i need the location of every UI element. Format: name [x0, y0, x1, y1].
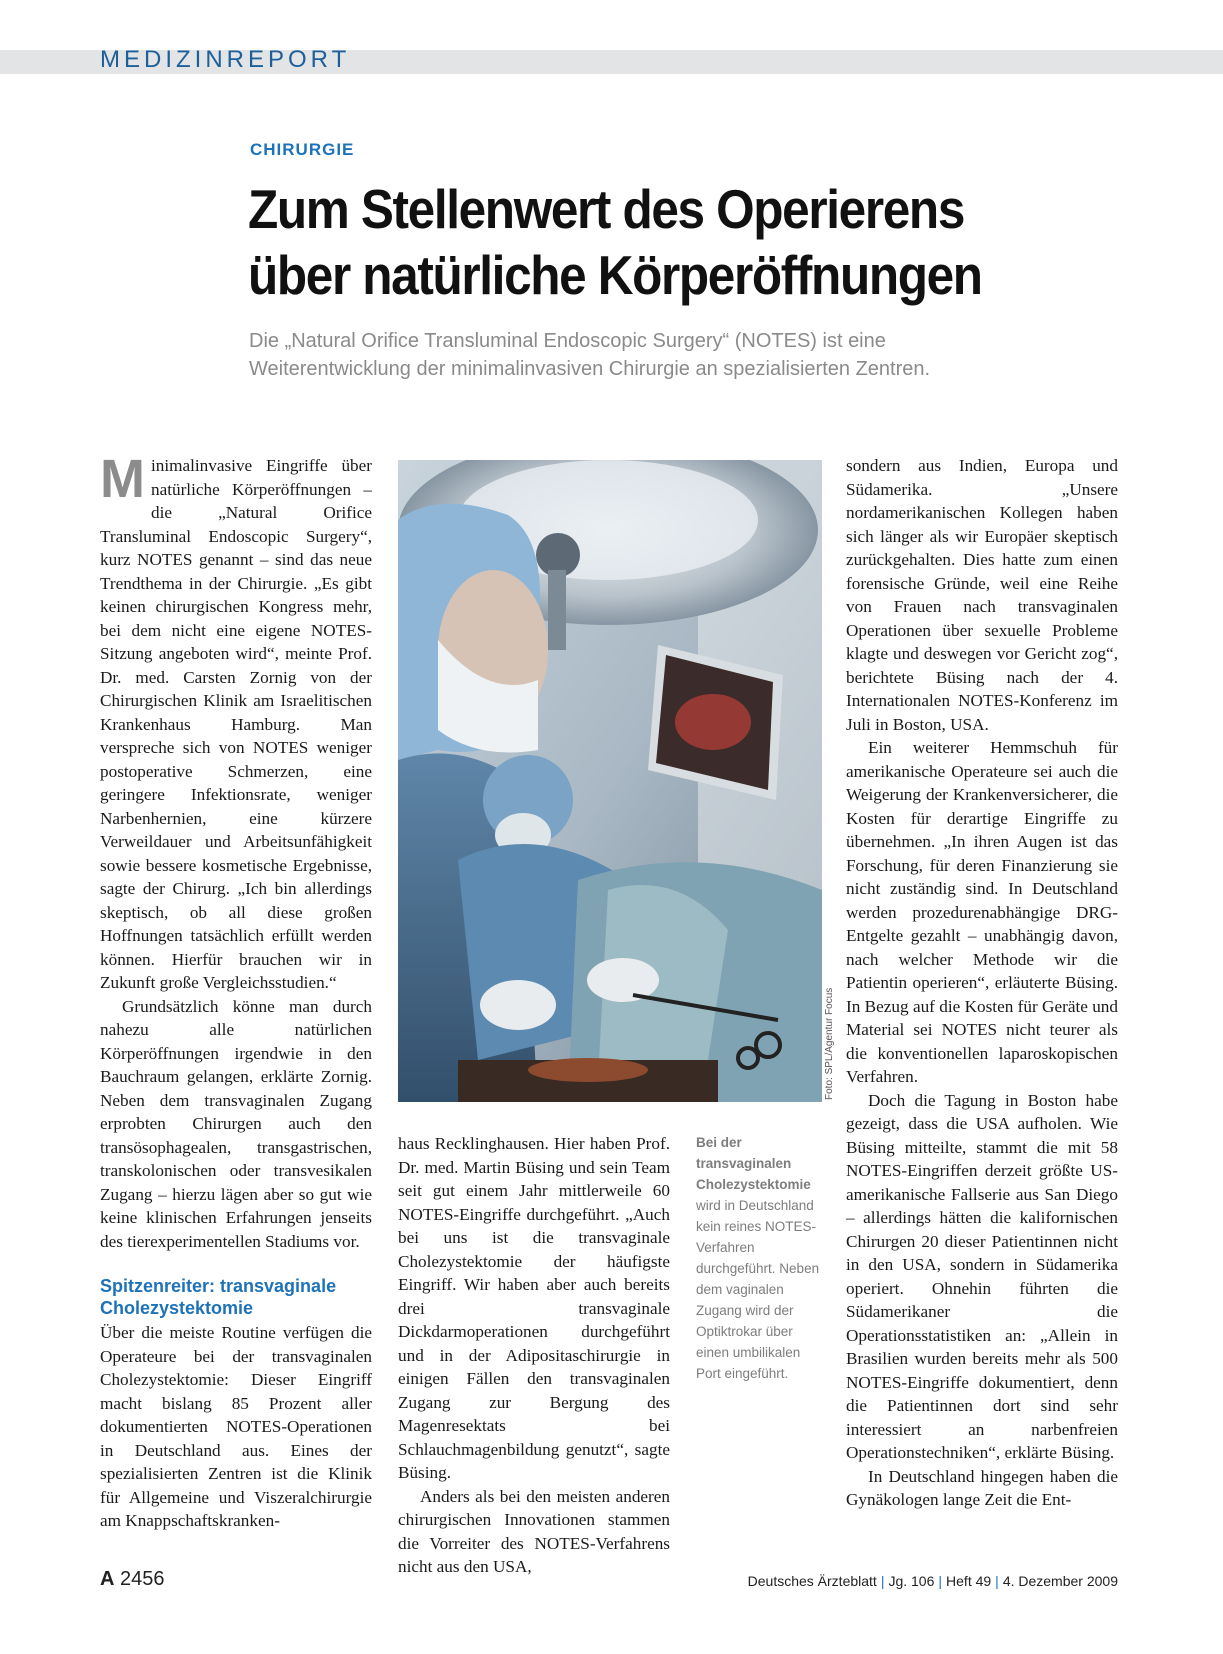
- photo-credit: Foto: SPL/Agentur Focus: [824, 987, 835, 1100]
- paragraph: In Deutschland hingegen haben die Gynäkologen lange Zeit die Ent-: [846, 1466, 1118, 1509]
- subheading-line-1: Spitzenreiter: transvaginale: [100, 1276, 337, 1296]
- separator: |: [880, 1573, 885, 1589]
- article-column-3: [846, 454, 1118, 1512]
- paragraph: sondern aus Indien, Europa und Südamerika. „Unsere nordamerikanischen Kollegen haben sich länger als wir Europäer skeptisch zurückgehalten. Dies hatte zum einen forensische Gründe, weil eine Reihe von Frauen nach transvaginalen Operationen über sexuelle Probleme klagte und deswegen vor Gericht zog“, berichtete Büsing nach der 4. Internationalen NOTES-Konferenz im Juli in Boston, USA.: [846, 456, 1118, 734]
- section-label: MEDIZINREPORT: [100, 46, 351, 73]
- article-title: [248, 176, 1058, 308]
- title-line-1: Zum Stellenwert des Operierens: [248, 178, 965, 240]
- paragraph: Grundsätzlich könne man durch nahezu alle natürlichen Körperöffnungen irgendwie in den Bauchraum gelangen, erklärte Zornig. Neben dem transvaginalen Zugang erprobten Chirurgen auch den transösophagealen, transgastrischen, transkolonischen oder transvesikalen Zugang – hierzu lägen aber so gut wie keine klinischen Erfahrungen jenseits des tierexperimentellen Stadiums vor.: [100, 996, 372, 1251]
- standfirst-line-1: Die „Natural Orifice Transluminal Endoscopic Surgery“ (NOTES) ist eine: [249, 330, 886, 352]
- paragraph: haus Recklinghausen. Hier haben Prof. Dr. med. Martin Büsing und sein Team seit gut einem Jahr mittlerweile 60 NOTES-Eingriffe durchgeführt. „Auch bei uns ist die transvaginale Cholezystektomie der häufigste Eingriff. Wir haben aber auch bereits drei transvaginale Dickdarmoperationen durchgeführt und in der Adipositaschirurgie in einigen Fällen den transvaginalen Zugang zur Bergung des Magenresektats bei Schlauchmagenbildung genutzt“, sagte Büsing.: [398, 1134, 670, 1482]
- kicker: CHIRURGIE: [250, 140, 355, 159]
- separator: |: [938, 1573, 943, 1589]
- surgery-photo-illustration: [398, 460, 822, 1102]
- surgery-photo: [398, 460, 822, 1102]
- journal-footer: [748, 1573, 1118, 1589]
- journal-date: 4. Dezember 2009: [1002, 1573, 1118, 1589]
- paragraph-text: inimalinvasive Eingriffe über natürliche Körperöffnungen – die „Natural Orifice Transluminal Endoscopic Surgery“, kurz NOTES genannt – sind das neue Trendthema in der Chirurgie. „Es gibt keinen chirurgischen Kongress mehr, bei dem nicht eine eigene NOTES-Sitzung angeboten wird“, meinte Prof. Dr. med. Carsten Zornig von der Chirurgischen Klinik am Israelitischen Krankenhaus Hamburg. Man verspreche sich von NOTES weniger postoperative Schmerzen, eine geringere Infektionsrate, weniger Narbenhernien, eine kürzere Verweildauer und Arbeitsunfähigkeit sowie bessere kosmetische Ergebnisse, sagte der Chirurg. „Ich bin allerdings skeptisch, ob all diese großen Hoffnungen tatsächlich erfüllt werden können. Hierfür brauchen wir in Zukunft große Vergleichsstudien.“: [100, 456, 372, 992]
- caption-lead: Bei der transvaginalen Cholezystektomie: [696, 1135, 811, 1192]
- page-number-value: 2456: [120, 1568, 165, 1590]
- caption-text: wird in Deutschland kein reines NOTES-Verfahren durchgeführt. Neben dem vaginalen Zugang wird der Optiktrokar über einen umbilikalen Port eingeführt.: [696, 1198, 820, 1381]
- standfirst: [249, 327, 1149, 383]
- separator: |: [995, 1573, 999, 1589]
- article-column-1: [100, 449, 372, 1533]
- page-prefix: A: [100, 1568, 115, 1590]
- drop-cap: M: [100, 449, 145, 509]
- subheading-line-2: Cholezystektomie: [100, 1298, 254, 1318]
- journal-name: Deutsches Ärzteblatt: [747, 1573, 877, 1589]
- photo-caption: [696, 1132, 826, 1384]
- paragraph: Ein weiterer Hemmschuh für amerikanische Operateure sei auch die Weigerung der Krankenversicherer, die Kosten für derartige Eingriffe zu übernehmen. „In ihren Augen ist das Forschung, für deren Finanzierung sie nicht zuständig sind. In Deutschland werden prozedurenabhängige DRG-Entgelte gezahlt – unabhängig davon, nach welcher Methode wir die Patientin operieren“, erläuterte Büsing. In Bezug auf die Kosten für Geräte und Material sei NOTES nicht teurer als die konventionellen laparoskopischen Verfahren.: [846, 738, 1118, 1086]
- paragraph: [100, 449, 372, 995]
- paragraph: Über die meiste Routine verfügen die Operateure bei der transvaginalen Cholezystektomie: Dieser Eingriff macht bislang 85 Prozent aller dokumentierten NOTES-Operationen in Deutschland aus. Eines der spezialisierten Zentren ist die Klinik für Allgemeine und Viszeralchirurgie am Knappschaftskranken-: [100, 1323, 372, 1530]
- journal-volume: Jg. 106: [888, 1573, 935, 1589]
- paragraph: Anders als bei den meisten anderen chirurgischen Innovationen stammen die Vorreiter des NOTES-Verfahrens nicht aus den USA,: [398, 1486, 670, 1576]
- title-line-2: über natürliche Körperöffnungen: [248, 244, 982, 306]
- standfirst-line-2: Weiterentwicklung der minimalinvasiven Chirurgie an spezialisierten Zentren.: [249, 358, 931, 380]
- article-column-2: [398, 1132, 670, 1579]
- paragraph: Doch die Tagung in Boston habe gezeigt, dass die USA aufholen. Wie Büsing mitteilte, stammt die mit 58 NOTES-Eingriffen derzeit größte US-amerikanische Fallserie aus San Diego – allerdings hätten die kalifornischen Chirurgen 20 dieser Patientinnen nicht in den USA, sondern in Südamerika operiert. Ohnehin führten die Südamerikaner die Operationsstatistiken an: „Allein in Brasilien wurden bereits mehr als 500 NOTES-Eingriffe dokumentiert, denn die Patientinnen dort sind sehr interessiert an narbenfreien Operationstechniken“, erklärte Büsing.: [846, 1090, 1118, 1462]
- page-number: [100, 1568, 165, 1591]
- journal-issue: Heft 49: [946, 1573, 992, 1589]
- subheading: [100, 1275, 372, 1319]
